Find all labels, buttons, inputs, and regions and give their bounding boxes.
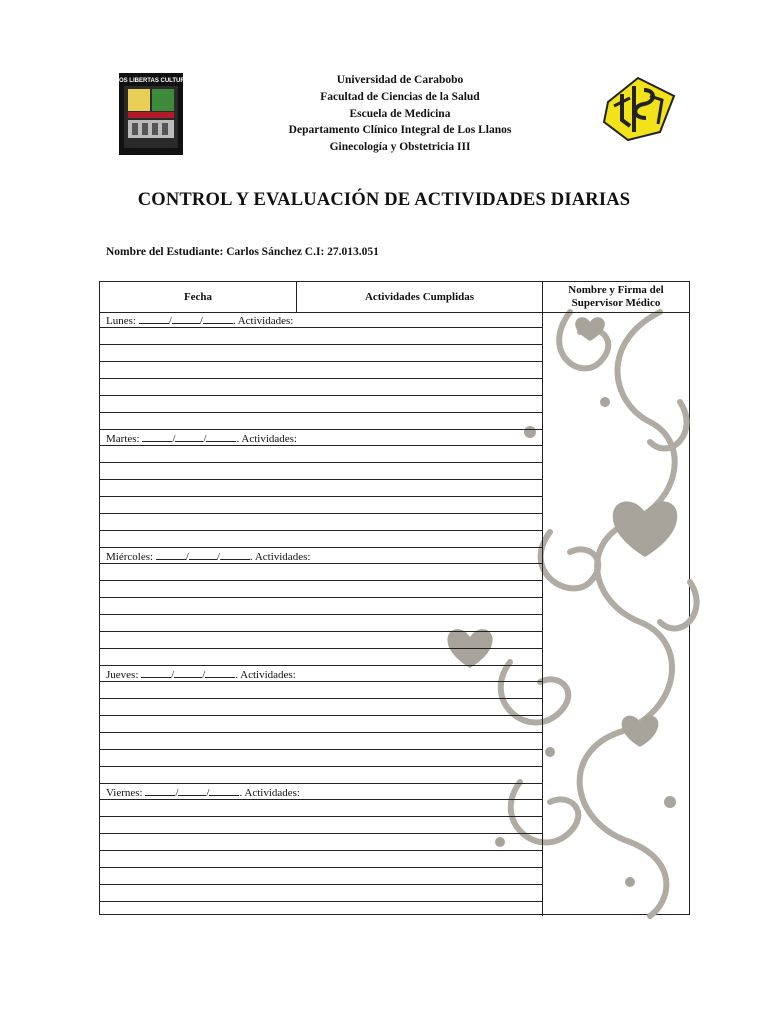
day-separator [100,547,542,548]
entry-line[interactable] [100,344,542,345]
entry-line[interactable] [100,462,542,463]
university-seal-logo [112,72,190,156]
header-supervisor: Nombre y Firma del Supervisor Médico [568,284,664,309]
header-fecha: Fecha [183,290,213,303]
entry-line[interactable] [100,614,542,615]
entry-line[interactable] [100,749,542,750]
header-bottom-rule [100,312,689,313]
student-info: Nombre del Estudiante: Carlos Sánchez C.I: 27.013.051 [106,246,379,258]
day-name: Miércoles: [106,551,154,563]
activities-label: . Actividades: [249,551,311,563]
entry-line[interactable] [100,378,542,379]
day-separator [100,783,542,784]
entry-line[interactable] [100,867,542,868]
supervisor-column-divider [542,282,543,916]
day-row-jueves[interactable]: Jueves: / / . Actividades: [106,669,296,681]
entry-line[interactable] [100,597,542,598]
entry-line[interactable] [100,850,542,851]
entry-line[interactable] [100,513,542,514]
activities-label: . Actividades: [239,787,300,799]
entry-line[interactable] [100,698,542,699]
medicine-school-logo [600,72,680,144]
header-line-department: Departamento Clínico Integral de Los Llanos [288,124,512,137]
entry-line[interactable] [100,395,542,396]
entry-line[interactable] [100,412,542,413]
entry-line[interactable] [100,799,542,800]
entry-line[interactable] [100,580,542,581]
header-line-university: Universidad de Carabobo [336,74,464,86]
day-name: Viernes: [106,787,143,799]
day-row-viernes[interactable]: Viernes: / / . Actividades: [106,787,300,799]
entry-line[interactable] [100,530,542,531]
document-title: CONTROL Y EVALUACIÓN DE ACTIVIDADES DIARIAS [137,190,631,210]
svg-text:DIOS LIBERTAS CULTURA: DIOS LIBERTAS CULTURA [112,78,190,84]
entry-line[interactable] [100,884,542,885]
day-separator [100,429,542,430]
day-separator [100,665,542,666]
day-name: Martes: [106,433,140,445]
institution-header [250,72,550,156]
entry-line[interactable] [100,766,542,767]
entry-line[interactable] [100,715,542,716]
header-actividades-cumplidas: Actividades Cumplidas [364,290,475,303]
day-row-martes[interactable]: Martes: / / . Actividades: [106,433,297,445]
entry-line[interactable] [100,833,542,834]
day-row-lunes[interactable]: Lunes: / / . Actividades: [106,315,294,327]
entry-line[interactable] [100,732,542,733]
activities-label: . Actividades: [232,315,294,327]
entry-line[interactable] [100,816,542,817]
entry-line[interactable] [100,648,542,649]
activities-table [99,281,690,915]
entry-line[interactable] [100,479,542,480]
day-row-miercoles[interactable]: Miércoles: / / . Actividades: [106,551,311,563]
header-line-subject: Ginecología y Obstetricia III [329,141,471,154]
entry-line[interactable] [100,631,542,632]
entry-line[interactable] [100,327,542,328]
entry-line[interactable] [100,563,542,564]
entry-line[interactable] [100,496,542,497]
day-name: Jueves: [106,669,139,681]
entry-line[interactable] [100,445,542,446]
entry-line[interactable] [100,681,542,682]
entry-line[interactable] [100,361,542,362]
activities-label: . Actividades: [235,669,296,681]
header-line-school: Escuela de Medicina [349,107,451,120]
header-line-faculty: Facultad de Ciencias de la Salud [320,90,480,103]
day-name: Lunes: [106,315,136,327]
entry-line[interactable] [100,901,542,902]
activities-label: . Actividades: [236,433,297,445]
